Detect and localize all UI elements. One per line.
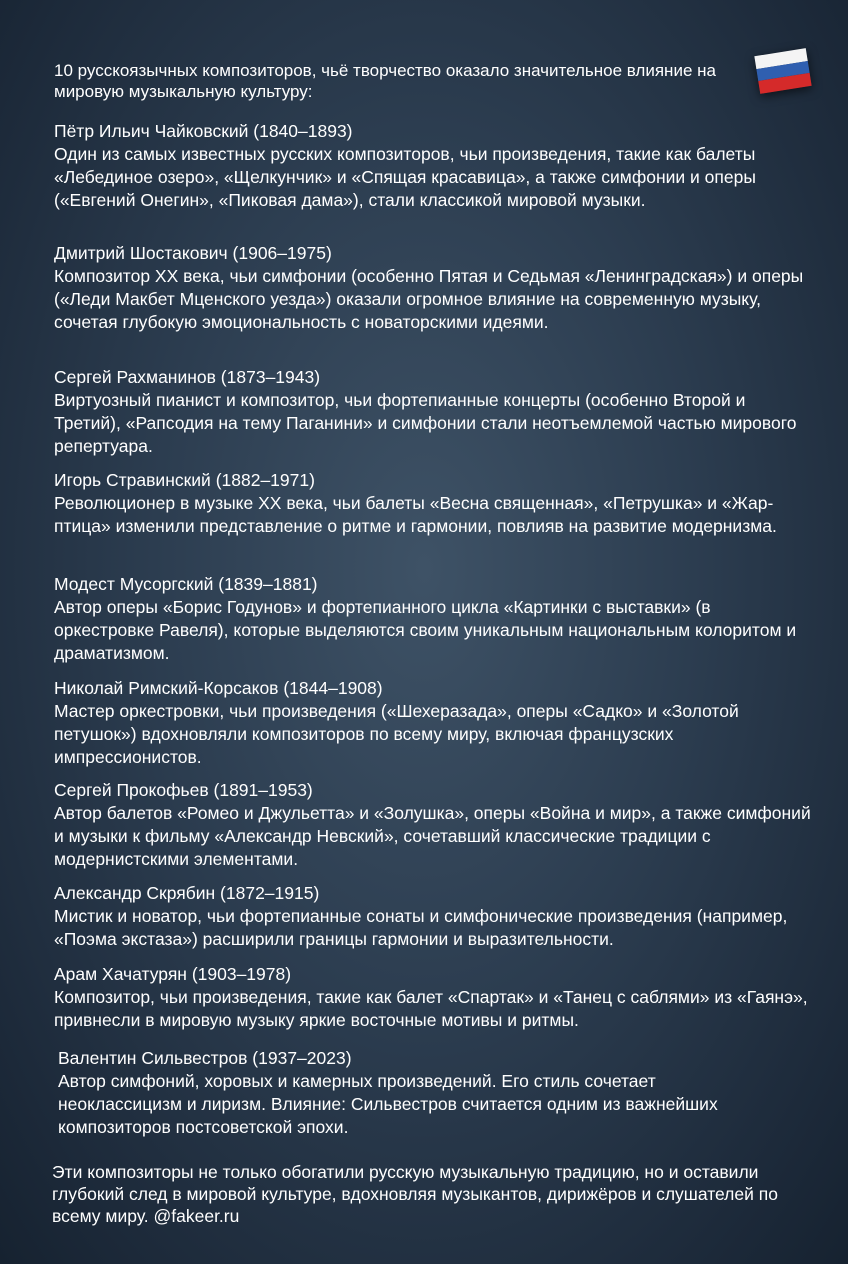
composer-entry: [54, 779, 814, 871]
composer-description: Революционер в музыке XX века, чьи балеты «Весна священная», «Петрушка» и «Жар-птица» изменили представление о ритме и гармонии, повлияв на развитие модернизма.: [54, 493, 777, 536]
intro-text: 10 русскоязычных композиторов, чьё творчество оказало значительное влияние на мировую музыкальную культуру:: [54, 61, 716, 101]
composer-entry: [58, 1047, 778, 1139]
composer-name: Александр Скрябин (1872–1915): [54, 883, 320, 903]
composer-name: Пётр Ильич Чайковский (1840–1893): [54, 121, 353, 141]
composer-entry: [54, 573, 814, 665]
closing-paragraph: Эти композиторы не только обогатили русскую музыкальную традицию, но и оставили глубокий след в мировой культуре, вдохновляя музыкантов, дирижёров и слушателей по всему миру. @fakeer.ru: [52, 1162, 778, 1226]
composer-entry: [54, 677, 814, 769]
composer-entry: [54, 469, 814, 538]
composer-description: Виртуозный пианист и композитор, чьи фортепианные концерты (особенно Второй и Третий), «Рапсодия на тему Паганини» и симфонии стали неотъемлемой частью мирового репертуара.: [54, 390, 797, 456]
composer-name: Арам Хачатурян (1903–1978): [54, 964, 292, 984]
composer-entry: [54, 242, 814, 334]
russian-flag-icon: [754, 48, 811, 94]
composer-description: Автор симфоний, хоровых и камерных произведений. Его стиль сочетает неоклассицизм и лиризм. Влияние: Сильвестров считается одним из важнейших композиторов постсоветской эпохи.: [58, 1071, 718, 1137]
composer-name: Сергей Рахманинов (1873–1943): [54, 367, 321, 387]
composer-entry: [54, 882, 814, 951]
composer-name: Модест Мусоргский (1839–1881): [54, 574, 318, 594]
composer-name: Игорь Стравинский (1882–1971): [54, 470, 315, 490]
composer-description: Один из самых известных русских композиторов, чьи произведения, такие как балеты «Лебединое озеро», «Щелкунчик» и «Спящая красавица», а также симфонии и оперы («Евгений Онегин», «Пиковая дама»), стали классикой мировой музыки.: [54, 144, 756, 210]
composer-name: Дмитрий Шостакович (1906–1975): [54, 243, 332, 263]
composer-entry: [54, 120, 814, 212]
composer-name: Сергей Прокофьев (1891–1953): [54, 780, 313, 800]
composer-name: Николай Римский-Корсаков (1844–1908): [54, 678, 383, 698]
composer-description: Композитор XX века, чьи симфонии (особенно Пятая и Седьмая «Ленинградская») и оперы («Леди Макбет Мценского уезда») оказали огромное влияние на современную музыку, сочетая глубокую эмоциональность с новаторскими идеями.: [54, 266, 804, 332]
composer-name: Валентин Сильвестров (1937–2023): [58, 1048, 352, 1068]
composer-description: Мастер оркестровки, чьи произведения («Шехеразада», оперы «Садко» и «Золотой петушок») вдохновляли композиторов по всему миру, включая французских импрессионистов.: [54, 701, 739, 767]
composer-description: Композитор, чьи произведения, такие как балет «Спартак» и «Танец с саблями» из «Гаянэ», привнесли в мировую музыку яркие восточные мотивы и ритмы.: [54, 987, 808, 1030]
composer-description: Мистик и новатор, чьи фортепианные сонаты и симфонические произведения (например, «Поэма экстаза») расширили границы гармонии и выразительности.: [54, 906, 788, 949]
composer-description: Автор балетов «Ромео и Джульетта» и «Золушка», оперы «Война и мир», а также симфоний и музыки к фильму «Александр Невский», сочетавший классические традиции с модернистскими элементами.: [54, 803, 811, 869]
composer-description: Автор оперы «Борис Годунов» и фортепианного цикла «Картинки с выставки» (в оркестровке Равеля), которые выделяются своим уникальным национальным колоритом и драматизмом.: [54, 597, 797, 663]
composer-entry: [54, 963, 814, 1032]
composer-entry: [54, 366, 814, 458]
